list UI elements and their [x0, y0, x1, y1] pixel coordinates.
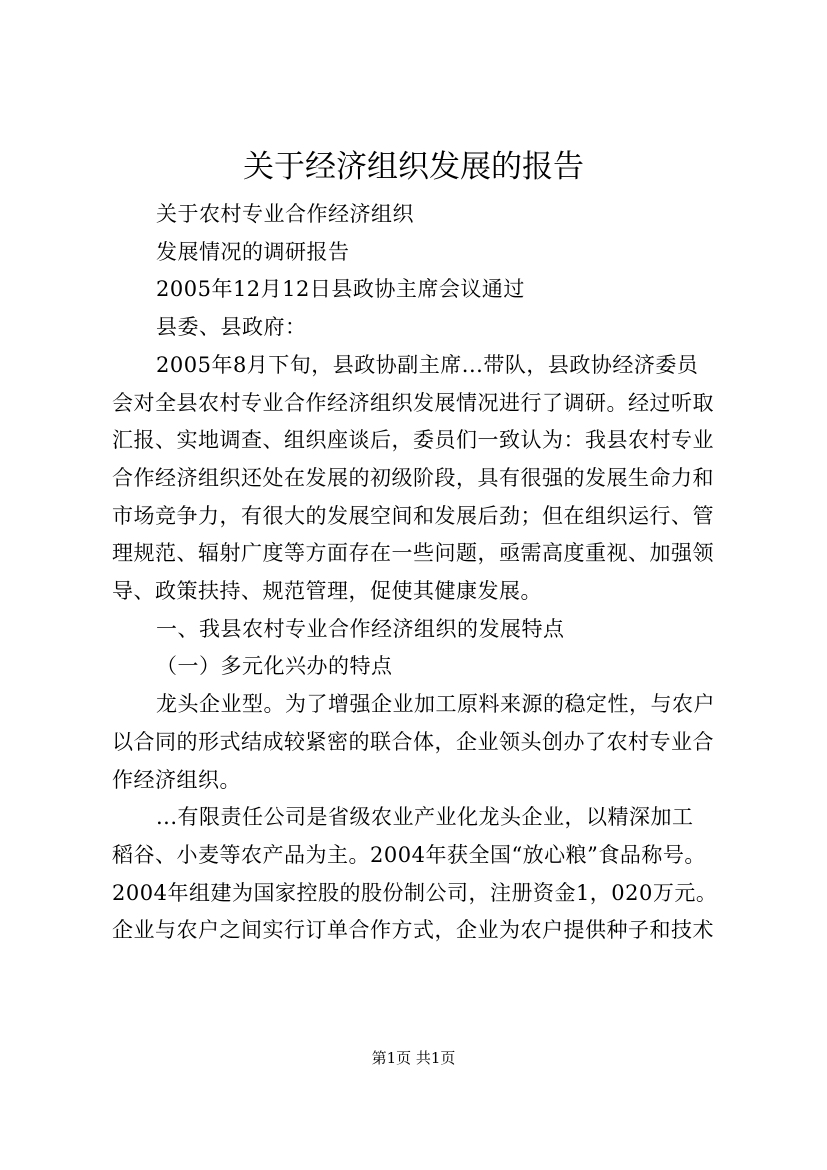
page-footer: 第1页 共1页	[371, 1049, 456, 1067]
document-body	[112, 196, 722, 950]
paragraph-line: 会对全县农村专业合作经济组织发展情况进行了调研。经过听取	[112, 390, 714, 415]
paragraph-line: 发展情况的调研报告	[156, 239, 350, 264]
paragraph-line: 关于农村专业合作经济组织	[156, 202, 414, 226]
paragraph-line: 合作经济组织还处在发展的初级阶段，具有很强的发展生命力和	[112, 465, 714, 490]
paragraph-line: 稻谷、小麦等农产品为主。2004年获全国“放心粮”食品称号。	[112, 842, 706, 867]
paragraph-line: 理规范、辐射广度等方面存在一些问题，亟需高度重视、加强领	[112, 541, 714, 566]
paragraph-line: 企业与农户之间实行订单合作方式，企业为农户提供种子和技术	[112, 918, 714, 943]
document-title: 关于经济组织发展的报告	[243, 149, 584, 185]
paragraph-line: 导、政策扶持、规范管理，促使其健康发展。	[112, 579, 542, 604]
paragraph-line: 2005年8月下旬，县政协副主席...带队，县政协经济委员	[156, 352, 699, 377]
paragraph-line: 作经济组织。	[112, 767, 241, 792]
subsection-heading: （一）多元化兴办的特点	[156, 654, 393, 679]
section-heading: 一、我县农村专业合作经济组织的发展特点	[156, 616, 565, 641]
paragraph-line: 2005年12月12日县政协主席会议通过	[156, 277, 525, 302]
paragraph-line: 龙头企业型。为了增强企业加工原料来源的稳定性，与农户	[156, 692, 715, 717]
paragraph-line: 2004年组建为国家控股的股份制公司，注册资金1，020万元。	[112, 880, 718, 905]
paragraph-line: 市场竞争力，有很大的发展空间和发展后劲；但在组织运行、管	[112, 503, 714, 528]
paragraph-line: ...有限责任公司是省级农业产业化龙头企业，以精深加工	[156, 805, 694, 830]
paragraph-line: 县委、县政府：	[156, 315, 307, 340]
paragraph-line: 以合同的形式结成较紧密的联合体，企业领头创办了农村专业合	[112, 729, 714, 754]
paragraph-line: 汇报、实地调查、组织座谈后，委员们一致认为：我县农村专业	[112, 428, 714, 453]
